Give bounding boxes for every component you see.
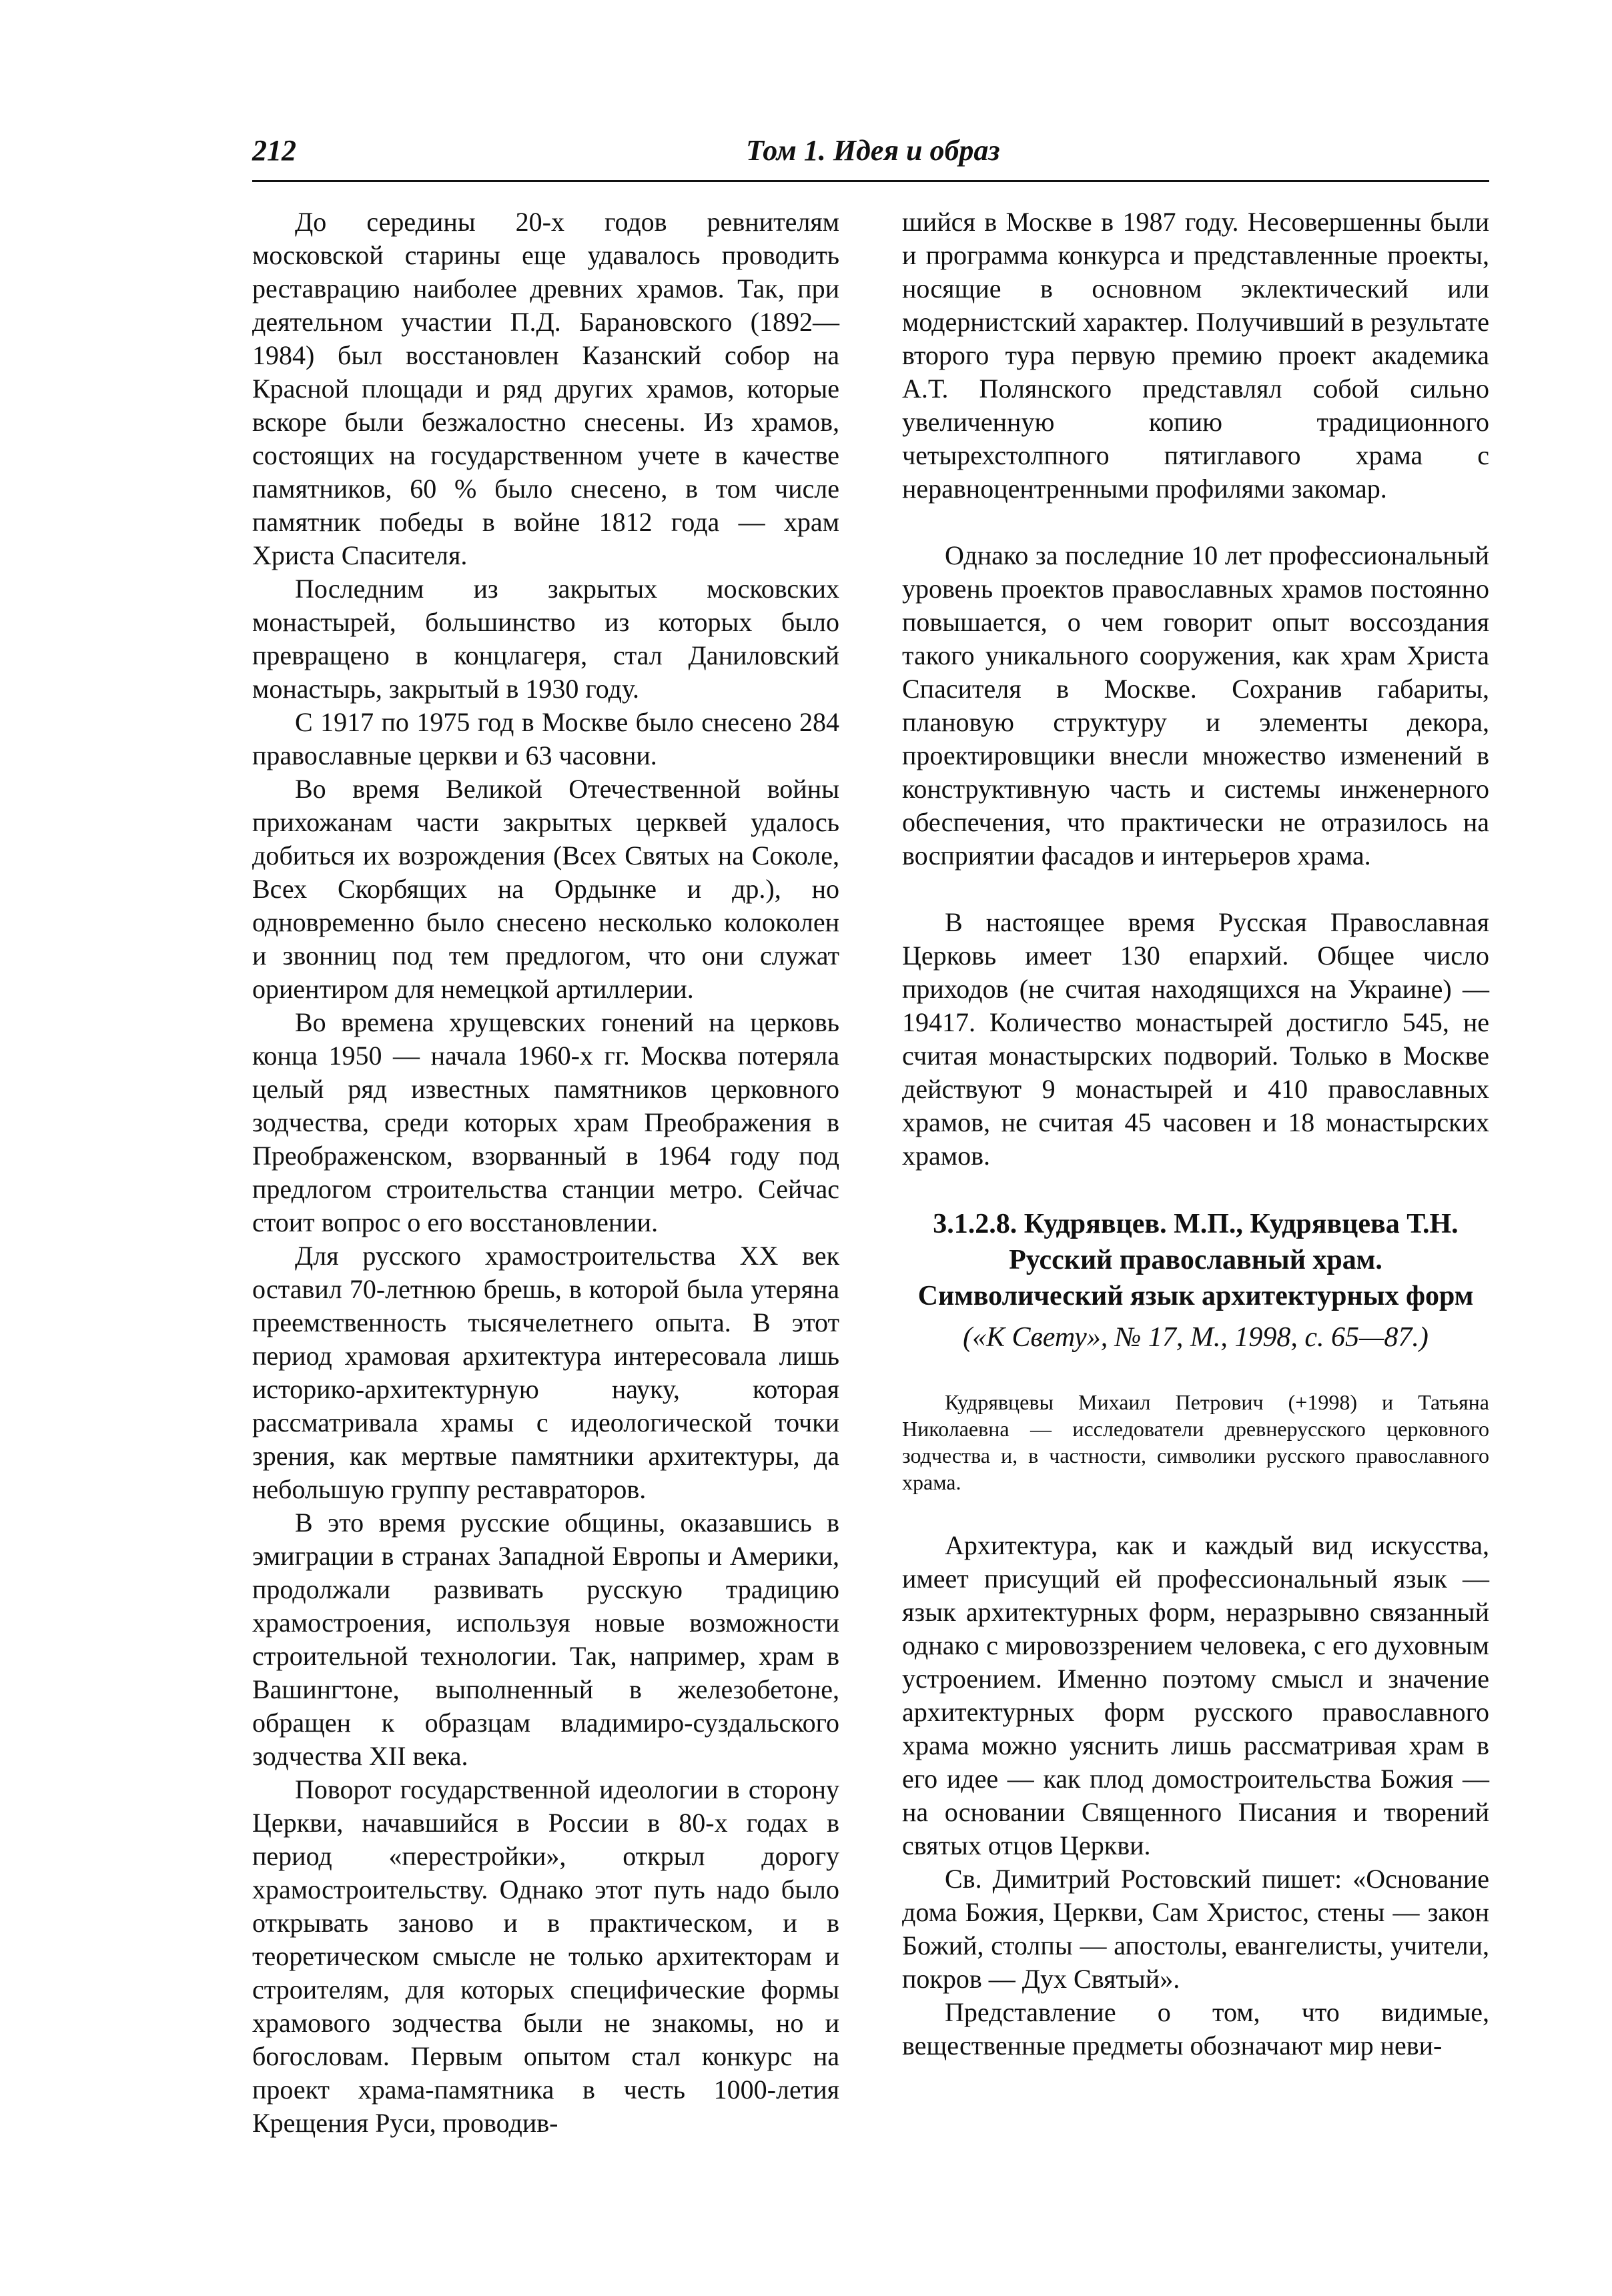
page-number: 212 (252, 134, 296, 167)
paragraph: С 1917 по 1975 год в Москве было снесено 284 православные церкви и 63 часовни. (252, 707, 839, 770)
paragraph-gap (902, 873, 1489, 906)
author-note: Кудрявцевы Михаил Петрович (+1998) и Татьяна Николаевна — исследователи древнерусского церковного зодчества и, в частности, символики русского православного храма. (902, 1390, 1489, 1494)
paragraph: В это время русские общины, оказавшись в эмиграции в странах Западной Европы и Америки, продолжали развивать русскую традицию храмостроения, используя новые возможности строительной технологии. Так, например, храм в Вашингтоне, выполненный в железобетоне, обращен к образцам владимиро-суздальского зодчества XII века. (252, 1508, 839, 1771)
paragraph-gap (902, 1496, 1489, 1529)
section-heading-line: 3.1.2.8. Кудрявцев. М.П., Кудрявцева Т.Н. (933, 1209, 1459, 1239)
section-heading (902, 1206, 1489, 1355)
paragraph: Архитектура, как и каждый вид искусства, имеет присущий ей профессиональный язык — язык архитектурных форм, неразрывно связанный однако с мировоззрением человека, с его духовным устроением. Именно поэтому смысл и значение архитектурных форм русского православного храма можно уяснить лишь рассматривая храм в его идее — как плод домостроительства Божия — на основании Священного Писания и творений святых отцов Церкви. (902, 1530, 1489, 1860)
paragraph: Во время Великой Отечественной войны прихожанам части закрытых церквей удалось добиться их возрождения (Всех Святых на Соколе, Всех Скорбящих на Ордынке и др.), но одновременно было снесено несколько колоколен и звонниц под тем предлогом, что они служат ориентиром для немецкой артиллерии. (252, 774, 839, 1004)
paragraph-gap (902, 506, 1489, 539)
paragraph: До середины 20-х годов ревнителям московской старины еще удавалось проводить реставрацию наиболее древних храмов. Так, при деятельном участии П.Д. Барановского (1892—1984) был восстановлен Казанский собор на Красной площади и ряд других храмов, которые вскоре были безжалостно снесены. Из храмов, состоящих на государственном учете в качестве памятников, 60 % было снесено, в том числе памятник победы в войне 1812 года — храм Христа Спасителя. (252, 207, 839, 570)
paragraph: Последним из закрытых московских монастырей, большинство из которых было превращено в концлагеря, стал Даниловский монастырь, закрытый в 1930 году. (252, 574, 839, 704)
section-heading-line: Русский православный храм. (1009, 1245, 1382, 1275)
paragraph: Во времена хрущевских гонений на церковь конца 1950 — начала 1960-х гг. Москва потеряла целый ряд известных памятников церковного зодчества, среди которых храм Преображения в Преображенском, взорванный в 1964 году под предлогом строительства станции метро. Сейчас стоит вопрос о его восстановлении. (252, 1007, 839, 1237)
paragraph: Св. Димитрий Ростовский пишет: «Основание дома Божия, Церкви, Сам Христос, стены — закон Божий, столпы — апостолы, евангелисты, учители, покров — Дух Святый». (902, 1864, 1489, 1994)
paragraph: Для русского храмостроительства XX век оставил 70-летнюю брешь, в которой была утеряна преемственность тысячелетнего опыта. В этот период храмовая архитектура интересовала лишь историко-архитектурную науку, которая рассматривала храмы с идеологической точки зрения, как мертвые памятники архитектуры, да небольшую группу реставраторов. (252, 1241, 839, 1504)
page-header (252, 132, 1489, 182)
paragraph: Поворот государственной идеологии в сторону Церкви, начавшийся в России в 80-х годах в период «перестройки», открыл дорогу храмостроительству. Однако этот путь надо было открывать заново и в практическом, и в теоретическом смысле не только архитекторам и строителям, для которых специфические формы храмового зодчества были не знакомы, но и богословам. Первым опытом стал конкурс на проект храма-памятника в честь 1000-летия Крещения Руси, проводив- (252, 1774, 839, 2138)
paragraph: В настоящее время Русская Православная Церковь имеет 130 епархий. Общее число приходов (не считая находящихся на Украине) — 19417. Количество монастырей достигло 545, не считая монастырских подворий. Только в Москве действуют 9 монастырей и 410 православных храмов, не считая 45 часовен и 18 монастырских храмов. (902, 907, 1489, 1171)
running-title: Том 1. Идея и образ (746, 134, 1000, 167)
paragraph: Представление о том, что видимые, вещественные предметы обозначают мир неви- (902, 1997, 1489, 2061)
right-column (902, 205, 1489, 2063)
section-source: («К Свету», № 17, М., 1998, с. 65—87.) (963, 1322, 1429, 1353)
section-heading-line: Символический язык архитектурных форм (917, 1281, 1474, 1311)
left-column (252, 205, 839, 2140)
paragraph: Однако за последние 10 лет профессиональный уровень проектов православных храмов постоянно повышается, о чем говорит опыт воссоздания такого уникального сооружения, как храм Христа Спасителя в Москве. Сохранив габариты, плановую структуру и элементы декора, проектировщики внесли множество изменений в конструктивную часть и системы инженерного обеспечения, что практически не отразилось на восприятии фасадов и интерьеров храма. (902, 540, 1489, 871)
paragraph-continuation: шийся в Москве в 1987 году. Несовершенны были и программа конкурса и представленные проекты, носящие в основном эклектический или модернистский характер. Получивший в результате второго тура первую премию проект академика А.Т. Полянского представлял собой сильно увеличенную копию традиционного четырехстолпного пятиглавого храма с неравноцентренными профилями закомар. (902, 207, 1489, 504)
